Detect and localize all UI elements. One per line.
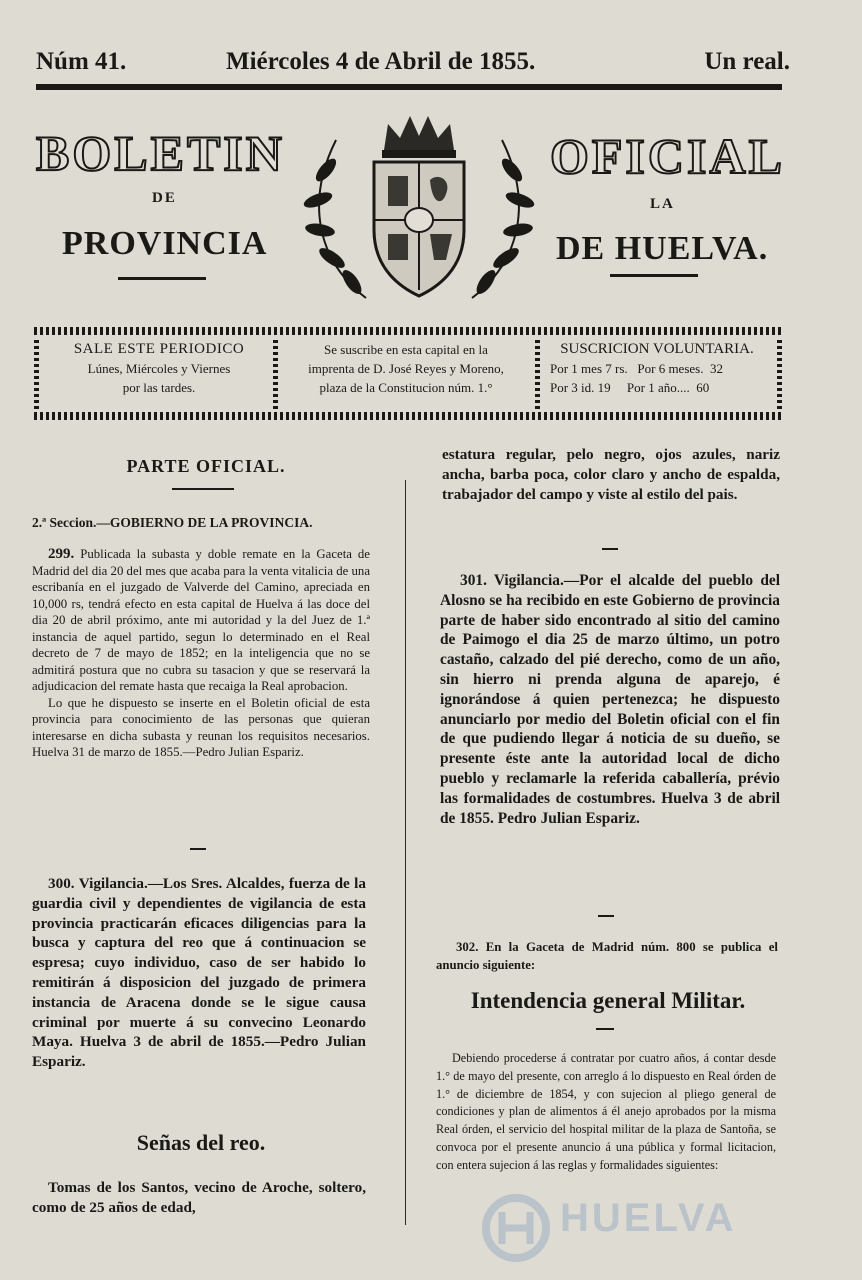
section-subheading: 2.ª Seccion.—GOBIERNO DE LA PROVINCIA.: [32, 515, 313, 530]
subscription-prices: [544, 340, 770, 412]
article-299-closing: Lo que he dispuesto se inserte en el Boletin oficial de esta provincia para conocimiento de las personas que quieran interesarse en dicha subasta y reunan los requisitos necesarios. Huelva 31 de marzo de 1855.—Pedro Julian Espariz.: [32, 695, 370, 759]
separator-dash: [598, 915, 614, 917]
separator-dash: [190, 848, 206, 850]
box-border-top: [34, 327, 782, 335]
place-line-1: Se suscribe en esta capital en la: [324, 342, 488, 357]
notice-body: Debiendo procederse á contratar por cuatro años, á contar desde 1.° de mayo del presente, con arreglo á lo dispuesto en Real órden de 1.° de diciembre de 1854, y con sujecion al pliego general de condiciones y plan de alimentos á él anejo aprobados por la misma Real órden, el servicio del hospital militar de la plaza de Santoña, se convoca por el presente anuncio á una pública y formal licitacion, con entera sujecion á las reglas y formalidades siguientes:: [436, 1051, 776, 1172]
subscription-place: [282, 340, 530, 412]
notice-title: Intendencia general Militar.: [470, 988, 746, 1013]
box-border-bottom: [34, 412, 782, 420]
box-border-left: [34, 340, 39, 410]
box-divider-1: [273, 340, 278, 410]
separator-dash: [602, 548, 618, 550]
box-border-right: [777, 340, 782, 410]
masthead-provincia: PROVINCIA: [62, 225, 268, 262]
watermark-text: HUELVA: [560, 1196, 737, 1240]
issue-header: [36, 48, 790, 82]
prices-line-1: Por 1 mes 7 rs. Por 6 meses. 32: [550, 361, 723, 376]
column-rule: [405, 480, 406, 1225]
masthead-ornament-right: [610, 274, 698, 277]
issue-date: Miércoles 4 de Abril de 1855.: [226, 48, 536, 75]
place-line-3: plaza de la Constitucion núm. 1.°: [319, 380, 493, 395]
article-299-number: 299.: [48, 546, 75, 562]
prices-title: SUSCRICION VOLUNTARIA.: [560, 341, 754, 357]
place-line-2: imprenta de D. José Reyes y Moreno,: [308, 361, 504, 376]
article-299: [32, 546, 370, 761]
issue-number: Núm 41.: [36, 48, 127, 75]
masthead-de: DE: [152, 190, 177, 206]
issue-price: Un real.: [704, 48, 790, 75]
prices-line-2: Por 3 id. 19 Por 1 año.... 60: [550, 380, 710, 395]
separator-dash: [596, 1028, 614, 1030]
masthead-de-huelva: DE HUELVA.: [556, 230, 769, 267]
article-300: 300. Vigilancia.—Los Sres. Alcaldes, fuerza de la guardia civil y dependientes de vigilancia de esta provincia practicarán eficaces diligencias para la busca y captura del reo que á continuacion se espresa; cuyo individuo, caso de ser habido lo remitirán á disposicion del juzgado de primera instancia de Aracena donde se le sigue causa criminal por muerte á su convecino Leonardo Maya. Huelva 3 de abril de 1855.—Pedro Julian Espariz.: [32, 875, 366, 1071]
masthead-boletin: BOLETIN: [36, 125, 285, 181]
coat-of-arms-icon: [296, 110, 542, 306]
box-divider-2: [535, 340, 540, 410]
subsection-title: Señas del reo.: [136, 1130, 266, 1155]
schedule-days: Lúnes, Miércoles y Viernes: [87, 361, 231, 376]
header-rule: [36, 84, 782, 90]
schedule-time: por las tardes.: [122, 380, 196, 395]
masthead-ornament-left: [118, 277, 206, 280]
article-301: 301. Vigilancia.—Por el alcalde del pueblo del Alosno se ha recibido en este Gobierno de provincia parte de haber sido encontrado al sitio del camino de Paimogo el dia 25 de marzo último, un potro castaño, calzado del pié derecho, como de un año, sin hierro ni prenda alguna de aparejo, é ignorándose á quien pertenezca; he dispuesto anunciarlo por medio del Boletin oficial con el fin de que pudiendo llegar á noticia de su dueño, se presente éste ante la autoridad local de dicho pueblo y reclamarle la referida caballería, prévio las formalidades de costumbres. Huelva 3 de abril de 1855. Pedro Julian Espariz.: [440, 572, 780, 827]
masthead-la: LA: [650, 196, 675, 212]
publication-schedule: [48, 340, 270, 412]
suspect-description: Tomas de los Santos, vecino de Aroche, soltero, como de 25 años de edad,: [32, 1179, 366, 1216]
section-heading: PARTE OFICIAL.: [126, 456, 286, 476]
article-302: 302. En la Gaceta de Madrid núm. 800 se publica el anuncio siguiente:: [436, 940, 778, 972]
watermark-logo-icon: [478, 1192, 554, 1264]
schedule-title: SALE ESTE PERIODICO: [73, 341, 245, 357]
heading-rule: [172, 488, 234, 490]
masthead-oficial: OFICIAL: [550, 128, 785, 184]
suspect-description-continued: estatura regular, pelo negro, ojos azules, nariz ancha, barba poca, color claro y ancho de espalda, trabajador del campo y viste al estilo del pais.: [442, 446, 780, 503]
article-299-body: Publicada la subasta y doble remate en la Gaceta de Madrid del dia 20 del mes que acaba para la venta vitalicia de una escribanía en el juzgado de Valverde del Camino, apreciada en 10,000 rs, tendrá efecto en esta capital de Huelva á las doce del dia 20 de abril próximo, ante mi autoridad y la del Juez de 1.ª instancia de aquel partido, segun lo determinado en el Real decreto de 7 de mayo de 1852; en la inteligencia que no se admitirá postura que no cubra su tasacion y que se reservará la adjudicacion del remate hasta que recaiga la Real aprobacion.: [32, 547, 370, 693]
